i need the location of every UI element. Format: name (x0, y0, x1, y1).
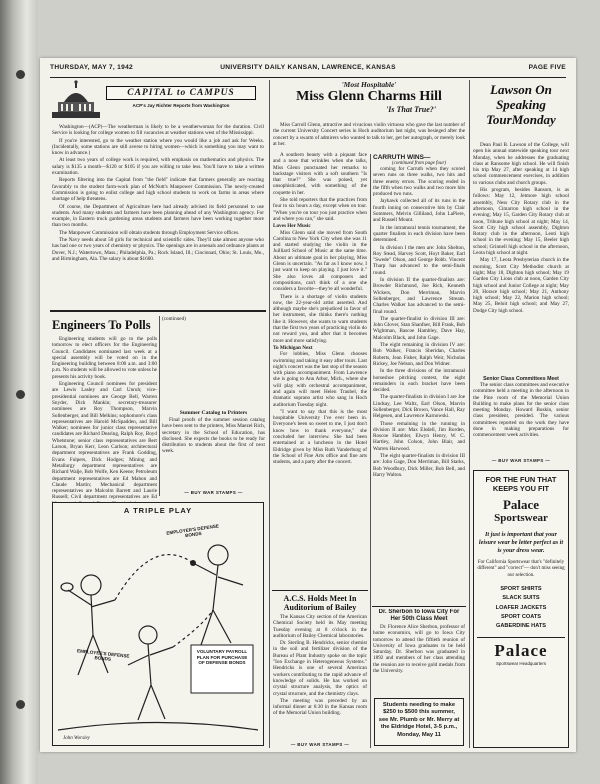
senior-class-article (473, 376, 569, 456)
glenn-subhead: To Michigan Next (273, 344, 313, 351)
glenn-paragraph: A southern beauty with a piquant face and a nose that wrinkles when she talks, Miss Glenn punctuated her remarks to backstage visitors with a soft southern "Is that true?" She was poised, yet unsophisticated, with something of the coquette in her. (273, 152, 367, 196)
carruth-paragraph: The eight remaining in division IV are: Bob Walker, Francis Sheridan, Charles Roberts, Jean Fisher, Ralph Weir, Nicholas Rickey, Joe Nelson, and Don Widner. (373, 342, 465, 367)
masthead-rule (50, 77, 566, 78)
binder-edge (0, 0, 38, 784)
engineers-article (52, 316, 157, 506)
capital-banner (50, 80, 264, 122)
engineers-continued-note: (continued) (162, 316, 186, 322)
engineers-headline: Engineers To Polls (52, 318, 151, 332)
binder-hole (16, 70, 25, 79)
binder-hole (16, 700, 25, 709)
carruth-article (373, 154, 465, 602)
capitol-dome-icon (50, 80, 102, 120)
capital-paragraph: At least two years of college work is required, with emphasis on mathematics and physics. The salary is $135 a month—$120 or $105 if you are willing to take less. You'll have to take a written examination. (52, 157, 264, 177)
glenn-paragraph: "I want to say that this is the most hospitable University I've ever been in. Everyone's been so sweet to me, I just don't know how to thank everyone," she concluded her interview. She had been entertained at a luncheon in the Hotel Eldridge given by Miss Ruth Vanderburg of the School of Fine Arts office and fine arts students, and a party after the concert. (273, 408, 367, 466)
palace-ad-name: Palace (502, 497, 540, 512)
capital-to-campus-title: CAPITAL to CAMPUS (106, 86, 256, 100)
palace-ad-name-2: Sportswear (494, 512, 548, 524)
issue-date: THURSDAY, MAY 7, 1942 (50, 64, 134, 71)
palace-ad-logo: Palace (477, 637, 565, 661)
section-rule (50, 310, 266, 312)
palace-ad-item: LOAFER JACKETS (495, 604, 547, 611)
carruth-paragraph: coming for Carruth when they scored seven runs on three walks, two hits and three enemy errors. The scoring ended in the fifth when two walks and two more hits produced two runs. (373, 166, 465, 198)
glenn-subhead: Loves Her Music (273, 223, 311, 230)
acs-article (273, 594, 367, 748)
carruth-paragraph: In division I the men are: John Shelton, Roy Stead, Harvey Scott, Hoyt Baker, Earl "Swede" Olson, and George Robb. Vincent Tharp has advanced to the semi-finals round. (373, 244, 465, 276)
binder-hole (16, 390, 25, 399)
carruth-continued: (continued from page four) (391, 161, 447, 166)
capital-byline: ACP's Jay Richter Reports from Washington (132, 103, 230, 108)
lawson-paragraph: May 17, Leota Presbyterian church in the morning, Scott City Methodist church at night; May 18, Dighton high school; May 19 Garden City Lions club at noon, Garden City high school and Junior College at night; May 20, Horace high school; May 21, Anthony high school; May 22, Marion high school; May 25, Beloit high school; and May 27, Dodge City high school. (473, 257, 569, 314)
lawson-article (473, 142, 569, 374)
lawson-headline-line: Lawson On (490, 82, 552, 97)
carruth-headline: CARRUTH WINS— (373, 154, 431, 161)
newspaper-page (40, 58, 576, 752)
capital-paragraph: Washington—(ACP)—The weatherman is likely to be a weatherwoman for the duration. Civil Service is looking for college women to fill vacancies at weather stations west of the Mississippi. (52, 124, 264, 137)
section-rule (272, 590, 368, 591)
glenn-paragraph: She told reporters that the practices from four to six hours a day, except when on tour. "When you're on tour you just practice when and where you can," she said. (273, 197, 367, 222)
lawson-headline-block (472, 82, 570, 142)
palace-ad-copy: It just is important that your leisure wear be letter perfect as it is your dress wear. (478, 531, 564, 554)
glenn-headline-block (272, 80, 466, 118)
carruth-paragraph: Jayhawk collected all of its runs in the fourth inning on consecutive hits by Clair Sommers, Melvin Gilliland, John LaPiere, and Russell Mount. (373, 198, 465, 224)
cartoon-label-payroll: VOLUNTARY PAYROLL PLAN FOR PURCHASE OF DEFENSE BONDS (196, 649, 248, 666)
carruth-paragraph: Those remaining in the running in division II are: Max Elsdell, Jim Borden, Roscoe Hambler, Elwyn Henry, W. C. Hartley, John Colson, John Blair, and Warren Harwood. (373, 420, 465, 452)
senior-class-paragraph: The senior class committees and executive committee held a meeting in the afternoon in the Pine room of the Memorial Union Building to make plans for the senior class meeting Monday. Howard Buskin, senior class president, presided. The various committees reported on the work they have done in making preparations for commencement week activities. (473, 382, 569, 439)
palace-ad-logo-sub: Sportswear Headquarters (495, 661, 547, 667)
column-separator (370, 154, 371, 748)
senior-class-subhead: Senior Class Committees Meet (483, 376, 559, 382)
glenn-paragraph: There is a shortage of violin students now, the 22-year-old artist asserted. And although maybe she's prejudiced in favor of her instrument, she thinks there's nothing like it. However, she wants to warn students that the first two years of practicing violin do not reward you, and after that it becomes more and more satisfying. (273, 293, 367, 344)
sherbon-paragraph: Dr. Florence Alice Sherbon, professor of home economics, will go to Iowa City tomorrow to attend the fiftieth reunion of University of Iowa graduates to be held Saturday. Dr. Sherbon was graduated in 1892 and members of her class attending the reunion are to receive gold medals from the University. (373, 624, 465, 675)
glenn-deck: 'Is That True?' (386, 105, 436, 114)
cartoon-signature: John Worsley (63, 736, 90, 741)
page-number: PAGE FIVE (528, 64, 566, 71)
glenn-paragraph: For lobbies, Miss Glenn chooses swimming and taking it easy after tours. Last night's concert was the last stop of the season with piano accompaniment. From Lawrence she is going to Ann Arbor, Mich., where she will play with orchestral accompaniment, and again will meet Helen Traubel, the dramatic soprano artist who sang in Hoch auditorium Tuesday night. (273, 351, 367, 408)
carruth-paragraph: In division II the quarter-finalists are: Browder Richmond, Joe Rich, Kenneth Wickers, Don Merriman, Marvin Sollenberger, and Lawrence Stream. Charles Walker has advanced to the semi-final round. (373, 277, 465, 315)
glenn-paragraph: Miss Glenn said she moved from South Carolina to New York City when she was 11 and started studying the violin in the Juilliard School of Music at the same time. About an ultimate goal in her playing, Miss Glenn is uncertain. "As far as I know now, I just want to keep on playing. I just love it." She also loves all composers and compositions, can't think of a one she considers a favorite—they're all wonderful. (273, 229, 367, 293)
carruth-paragraph: The quarter-finalist in division III are: John Glover, Stan Shanfner, Bill Frank, Bob Wightman, Bascoe Hambley, Dave Hay, Malcolm Black, and John Gage. (373, 315, 465, 341)
section-rule (372, 606, 466, 607)
summer-catalog-paragraph: Final proofs of the summer session catalog have been sent to the printers, Miss Maezel Rich, secretary in the School of Education, has disclosed. She expects the books to be ready for distribution to students about the first of next week. (162, 417, 265, 455)
acs-paragraph: The Kansas City section of the American Chemical Society held its May meeting Tuesday evening at 8 o'clock in the auditorium of Bailey Chemical laboratories. (273, 614, 367, 639)
sherbon-article (373, 609, 465, 697)
sherbon-headline: Dr. Sherbon to Iowa City For Her 50th Class Meet (378, 609, 460, 622)
glenn-paragraph: Miss Carroll Glenn, attractive and vivacious violin virtuoso who gave the last number of the current University Concert series in Hoch auditorium last night, was besieged after the concert by a swarm of admirers who wanted to talk to her, get her autograph, or merely look at her. (273, 122, 465, 147)
carruth-paragraph: In the three divisions of the intramural horseshoe pitching contest, the eight remainders in each bracket have been decided. (373, 368, 465, 394)
capital-paragraph: The Manpower Commission will obtain students through Employment Service offices. (59, 229, 240, 236)
summer-catalog-headline: Summer Catalog to Printers (179, 410, 248, 416)
acs-headline: A.C.S. Holds Meet In Auditorium of Bailey (283, 594, 357, 612)
glenn-lead (273, 122, 465, 152)
capital-paragraph: Of course, the Department of Agriculture here had already advised its field personnel to use students. And many students and farmers have been planning ahead of any Washington agency. For example, in Eastern truck gardening areas students and farmers have been working together more than two months. (52, 203, 264, 229)
cartoon-label-employee: EMPLOYEE'S DEFENSE BONDS (76, 648, 130, 662)
palace-ad-item: SPORT SHIRTS (500, 586, 542, 593)
carruth-paragraph: The quarter-finalists in division I are Joe Lindsay, Lee Waltz, Earl Olson, Marvin Sollenberger, Dick Brown, Vance Hall, Ray Helgesen, and Lawrence Karnowski. (373, 394, 465, 420)
engineers-paragraph: Engineering students will go to the polls tomorrow to elect officers for the Engineering Council. Candidates nominated last week at a special assembly will be voted on in the Engineering building between 8:00 a.m. and 3:00 p.m. No students will be allowed to vote unless he presents his activity book. (52, 336, 157, 380)
students-wanted-ad (374, 698, 464, 746)
engineers-paragraph: Engineering Council nominees for president are Lewis Lasley and Carl Unruh; vice-presidential nominees are George Bell, Warren Snyder, Dick Mankin; secretary-treasurer nominees are Roy Thompson, Marvin Sollenberger, and Bill Melkins; sophomore's class representatives are Harold McSpadden, and Bill Walker; nominees for junior class representative candidates are Richard Dearing, Ralph Roy, Boyd Whetstone; senior class representatives are Bert Larson, Bryan Kerr, Leon Carlson; architectural department representatives are Frank Godding, Evans Fulpers, Dick Hodges; Mining and Metallurgy department representatives are Richard Walje, Bob Wolfe, Ken Keene; Petroleum department representatives are Ed Mahon and Claude Martin; Mechanical department representatives are Malcolm Barrett and Laurie Russell; Civil department representatives are Ed (52, 381, 157, 501)
students-ad-text: Students needing to make $250 to $500 this summer, see Mr. Plumb or Mr. Merry at the Eldridge Hotel, 3-5 p.m., Monday, May 11 (378, 702, 460, 738)
triple-play-cartoon (52, 502, 264, 746)
acs-paragraph: The meeting was preceded by an informal dinner at 6:30 in the Kansas room of the Memorial Union building. (273, 697, 367, 717)
cartoon-title: A TRIPLE PLAY (123, 506, 193, 515)
palace-ad-tagline: FOR THE FUN THAT KEEPS YOU FIT (485, 475, 557, 493)
glenn-article (273, 152, 367, 590)
lawson-paragraph: His program, besides Ransom, is as follows: May 12, Jetmore high school assembly, Ness City Rotary club in the afternoon, Cimarron high school in the evening; May 15, Garden City Rotary club at noon, Tribune high school at night; May 14, Scott City high school assembly, Dighton Rotary club in the afternoon, Leoti high school in the evening; May 15, Beeler high school; Grinnell high school in the afternoon, Leota high school at night. (473, 187, 569, 257)
war-stamps-banner: — BUY WAR STAMPS — (184, 490, 243, 495)
carruth-paragraph: The eight quarter-finalists in division III are: John Gage, Don Merriman, Bill Starks, Bob Woodbury, Dick Miller, Bob Bell, and Harry Walton. (373, 453, 465, 478)
palace-ad-item-list (477, 585, 565, 631)
acs-paragraph: Dr. Sterling B. Hendricks, senior chemist in the soil and fertilizer division of the Bureau of Plant Industry spoke on the topic "Ion Exchange in Heterogeneous Systems." Hendricks is one of several American workers contributing to the rapid advance of knowledge of solids. He has worked on crystal structure analysis, the optics of crystal structure, and the chemistry clays. (273, 640, 367, 697)
lawson-paragraph: Dean Paul B. Lawson of the College, will open his annual statewide speaking tour next Monday, when he addresses the graduating class at Ransome high school. He will finish his trip May 27, after speaking at 14 high school commencement exercises, in addition to various clubs and church groups. (473, 142, 569, 186)
war-stamps-banner: — BUY WAR STAMPS — (290, 742, 350, 747)
lawson-headline-line: Speaking (496, 97, 546, 112)
glenn-headline: Miss Glenn Charms Hill (296, 89, 442, 104)
lawson-headline-line: TourMonday (486, 112, 556, 127)
palace-ad-item: SLACK SUITS (502, 595, 540, 602)
capital-paragraph: If you're interested, go to the weather station where you would like a job and ask for Weeks. (Incidentally, some stations are still averse to hiring women—which is something you may want to know in advance.) (52, 137, 264, 157)
palace-ad-item: GABERDINE HATS (496, 623, 546, 630)
summer-catalog-article (162, 316, 265, 488)
capital-paragraph: The Navy needs about 50 girls for technical and scientific sides. They'll take almost anyone who has had one or two years of chemistry or physics. The openings are in arsenals and ordnance plants at Dover, N.J.; Watertown, Mass.; Philadelphia, Pa.; Rock Island, Ill.; Cincinnati, Ohio; St. Louis, Mo., and Birmingham, Ala. The salary is about $1600. (52, 237, 264, 262)
capital-paragraph: Reports filtering into the Capital from "the field" indicate that farmers generally are reacting favorably to the student farm-work plan of McNutt's Manpower Commission. The newly-created Commission is going to enlist college and high school students to work on farms in areas where shortage of help threatens. (52, 177, 264, 203)
palace-sportswear-ad (473, 470, 569, 748)
column-separator (469, 80, 470, 748)
column-separator (159, 316, 160, 496)
palace-ad-copy-2: For California Sportswear that's "definitely different" and "correct"— don't miss seeing our selection. (477, 560, 565, 578)
palace-ad-item: SPORT COATS (501, 613, 541, 620)
column-separator (269, 80, 270, 748)
carruth-paragraph: In the intramural tennis tournament, the quarter finalists in each division have been determined. (373, 224, 465, 244)
war-stamps-banner: — BUY WAR STAMPS — (491, 458, 551, 463)
glenn-kicker: 'Most Hospitable' (341, 80, 397, 89)
cartoon-drawing (53, 515, 263, 745)
paper-name: UNIVERSITY DAILY KANSAN, LAWRENCE, KANSAS (220, 64, 396, 71)
cartoon-label-employer: EMPLOYER'S DEFENSE BONDS (166, 523, 220, 539)
running-head (50, 64, 566, 76)
